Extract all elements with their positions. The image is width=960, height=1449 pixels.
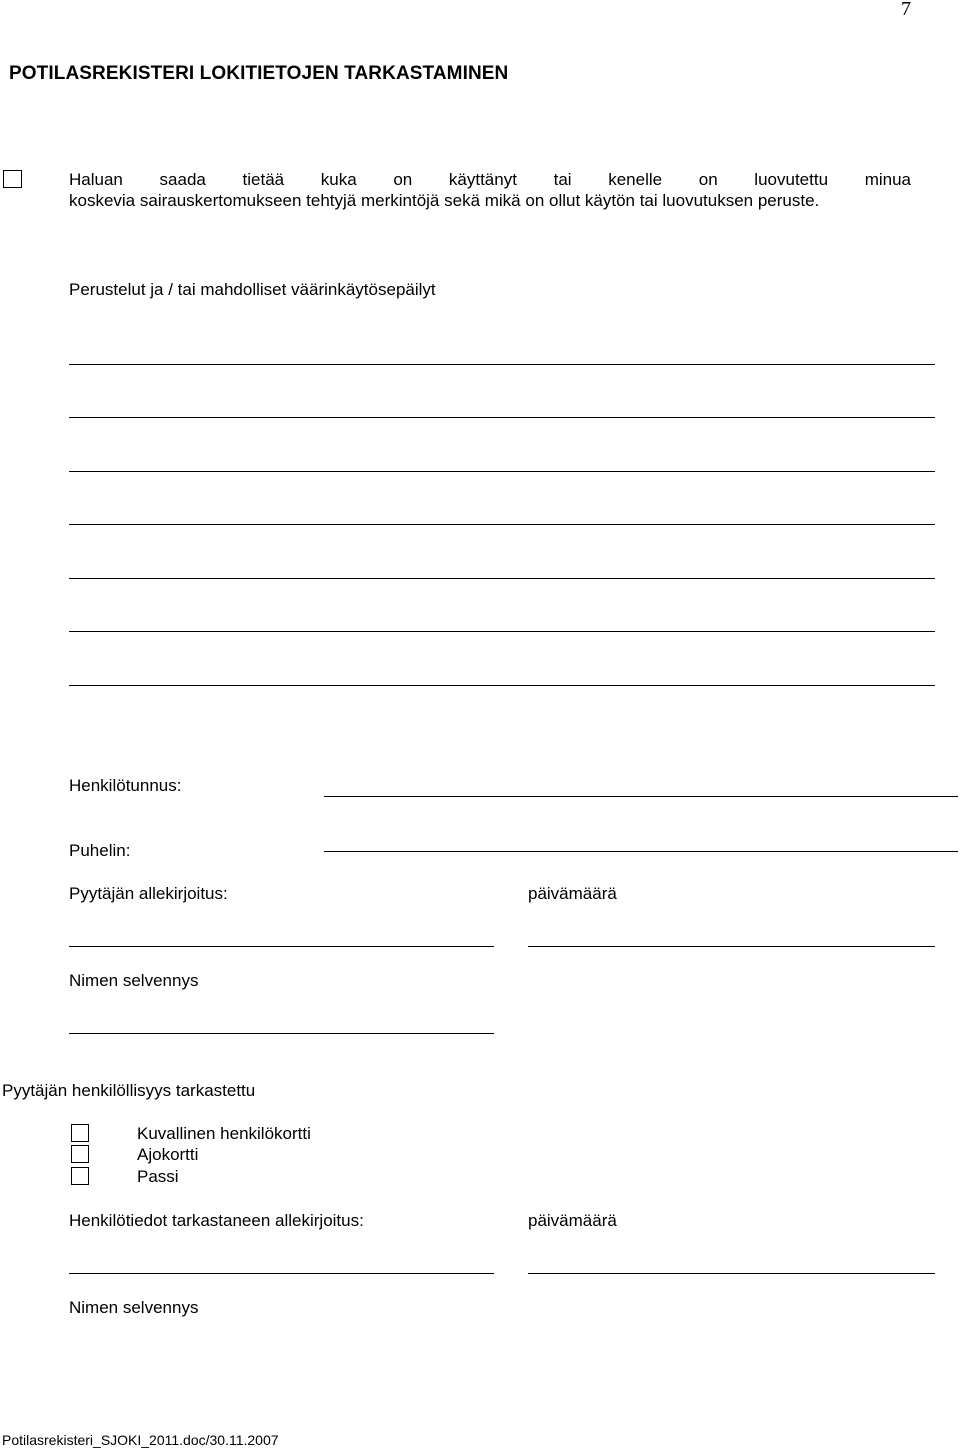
request-checkbox[interactable] xyxy=(3,170,22,188)
ssn-line[interactable] xyxy=(324,796,958,797)
name-clarification-label: Nimen selvennys xyxy=(69,971,199,990)
footer-filename: Potilasrekisteri_SJOKI_2011.doc/30.11.2007 xyxy=(2,1432,279,1448)
reasons-line[interactable] xyxy=(69,685,935,686)
phone-line[interactable] xyxy=(324,851,958,852)
request-text-line2: koskevia sairauskertomukseen tehtyjä merkintöjä sekä mikä on ollut käytön tai luovutuksen peruste. xyxy=(69,191,820,210)
reasons-label: Perustelut ja / tai mahdolliset väärinkäytösepäilyt xyxy=(69,280,436,299)
checker-name-clarification-label: Nimen selvennys xyxy=(69,1298,199,1317)
form-title: POTILASREKISTERI LOKITIETOJEN TARKASTAMINEN xyxy=(9,63,509,84)
request-text-line1: Haluan saada tietää kuka on käyttänyt tai kenelle on luovutettu minua xyxy=(69,170,911,189)
id-card-label: Kuvallinen henkilökortti xyxy=(137,1124,311,1143)
reasons-line[interactable] xyxy=(69,631,935,632)
reasons-line[interactable] xyxy=(69,578,935,579)
date-label: päivämäärä xyxy=(528,884,617,903)
checker-signature-line[interactable] xyxy=(69,1273,494,1274)
page-number: 7 xyxy=(901,0,911,20)
drivers-license-label: Ajokortti xyxy=(137,1145,199,1164)
phone-label: Puhelin: xyxy=(69,841,131,860)
id-card-checkbox[interactable] xyxy=(71,1124,89,1142)
reasons-line[interactable] xyxy=(69,364,935,365)
reasons-line[interactable] xyxy=(69,524,935,525)
requester-signature-label: Pyytäjän allekirjoitus: xyxy=(69,884,228,903)
reasons-line[interactable] xyxy=(69,417,935,418)
name-clarification-line[interactable] xyxy=(69,1033,494,1034)
checker-date-line[interactable] xyxy=(528,1273,935,1274)
passport-checkbox[interactable] xyxy=(71,1167,89,1185)
passport-label: Passi xyxy=(137,1167,179,1186)
checker-signature-label: Henkilötiedot tarkastaneen allekirjoitus: xyxy=(69,1211,364,1230)
ssn-label: Henkilötunnus: xyxy=(69,776,182,795)
drivers-license-checkbox[interactable] xyxy=(71,1145,89,1163)
reasons-line[interactable] xyxy=(69,471,935,472)
checker-date-label: päivämäärä xyxy=(528,1211,617,1230)
date-line[interactable] xyxy=(528,946,935,947)
requester-signature-line[interactable] xyxy=(69,946,494,947)
identity-heading: Pyytäjän henkilöllisyys tarkastettu xyxy=(2,1081,256,1100)
